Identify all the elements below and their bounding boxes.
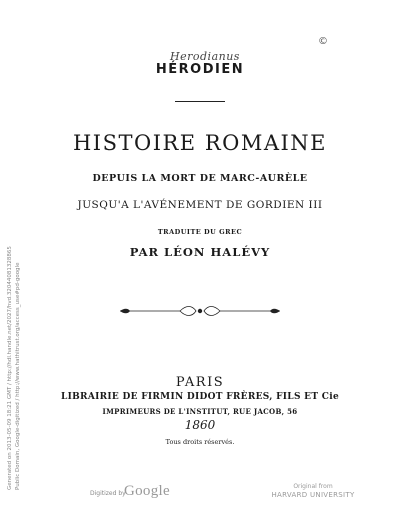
google-logo: Google: [124, 483, 170, 499]
author-name: HÉRODIEN: [155, 62, 245, 77]
handwritten-note: Herodianus: [170, 50, 240, 63]
side-watermark-line-2: Public Domain, Google-digitized / http://www.hathitrust.org/access_use#pd-google: [15, 262, 21, 490]
translator-name: PAR LÉON HALÉVY: [129, 245, 271, 259]
book-title: HISTOIRE ROMAINE: [72, 131, 328, 155]
subtitle-line-1: DEPUIS LA MORT DE MARC-AURÈLE: [92, 173, 308, 184]
divider-rule: [175, 101, 225, 102]
side-watermark-line-1: Generated on 2013-05-09 18:21 GMT / http://hdl.handle.net/2027/hvd.32044081328865: [7, 246, 13, 490]
imprint-publisher: LIBRAIRIE DE FIRMIN DIDOT FRÈRES, FILS ET Cie: [61, 392, 339, 402]
subtitle-line-2: JUSQU'A L'AVÉNEMENT DE GORDIEN III: [77, 199, 323, 211]
hathitrust-side-watermark: [6, 20, 30, 490]
imprint-year: 1860: [184, 418, 216, 432]
original-from-label: Original from: [293, 483, 333, 490]
rights-notice: Tous droits réservés.: [165, 438, 235, 446]
institution-name: HARVARD UNIVERSITY: [271, 491, 355, 499]
page-marker: ©: [318, 36, 328, 47]
digitized-by-label: Digitized by: [90, 490, 126, 497]
ornament-divider: [118, 303, 282, 319]
imprint-printer: IMPRIMEURS DE L'INSTITUT, RUE JACOB, 56: [102, 407, 298, 416]
imprint-city: PARIS: [175, 375, 225, 390]
translated-from: TRADUITE DU GREC: [157, 228, 243, 236]
